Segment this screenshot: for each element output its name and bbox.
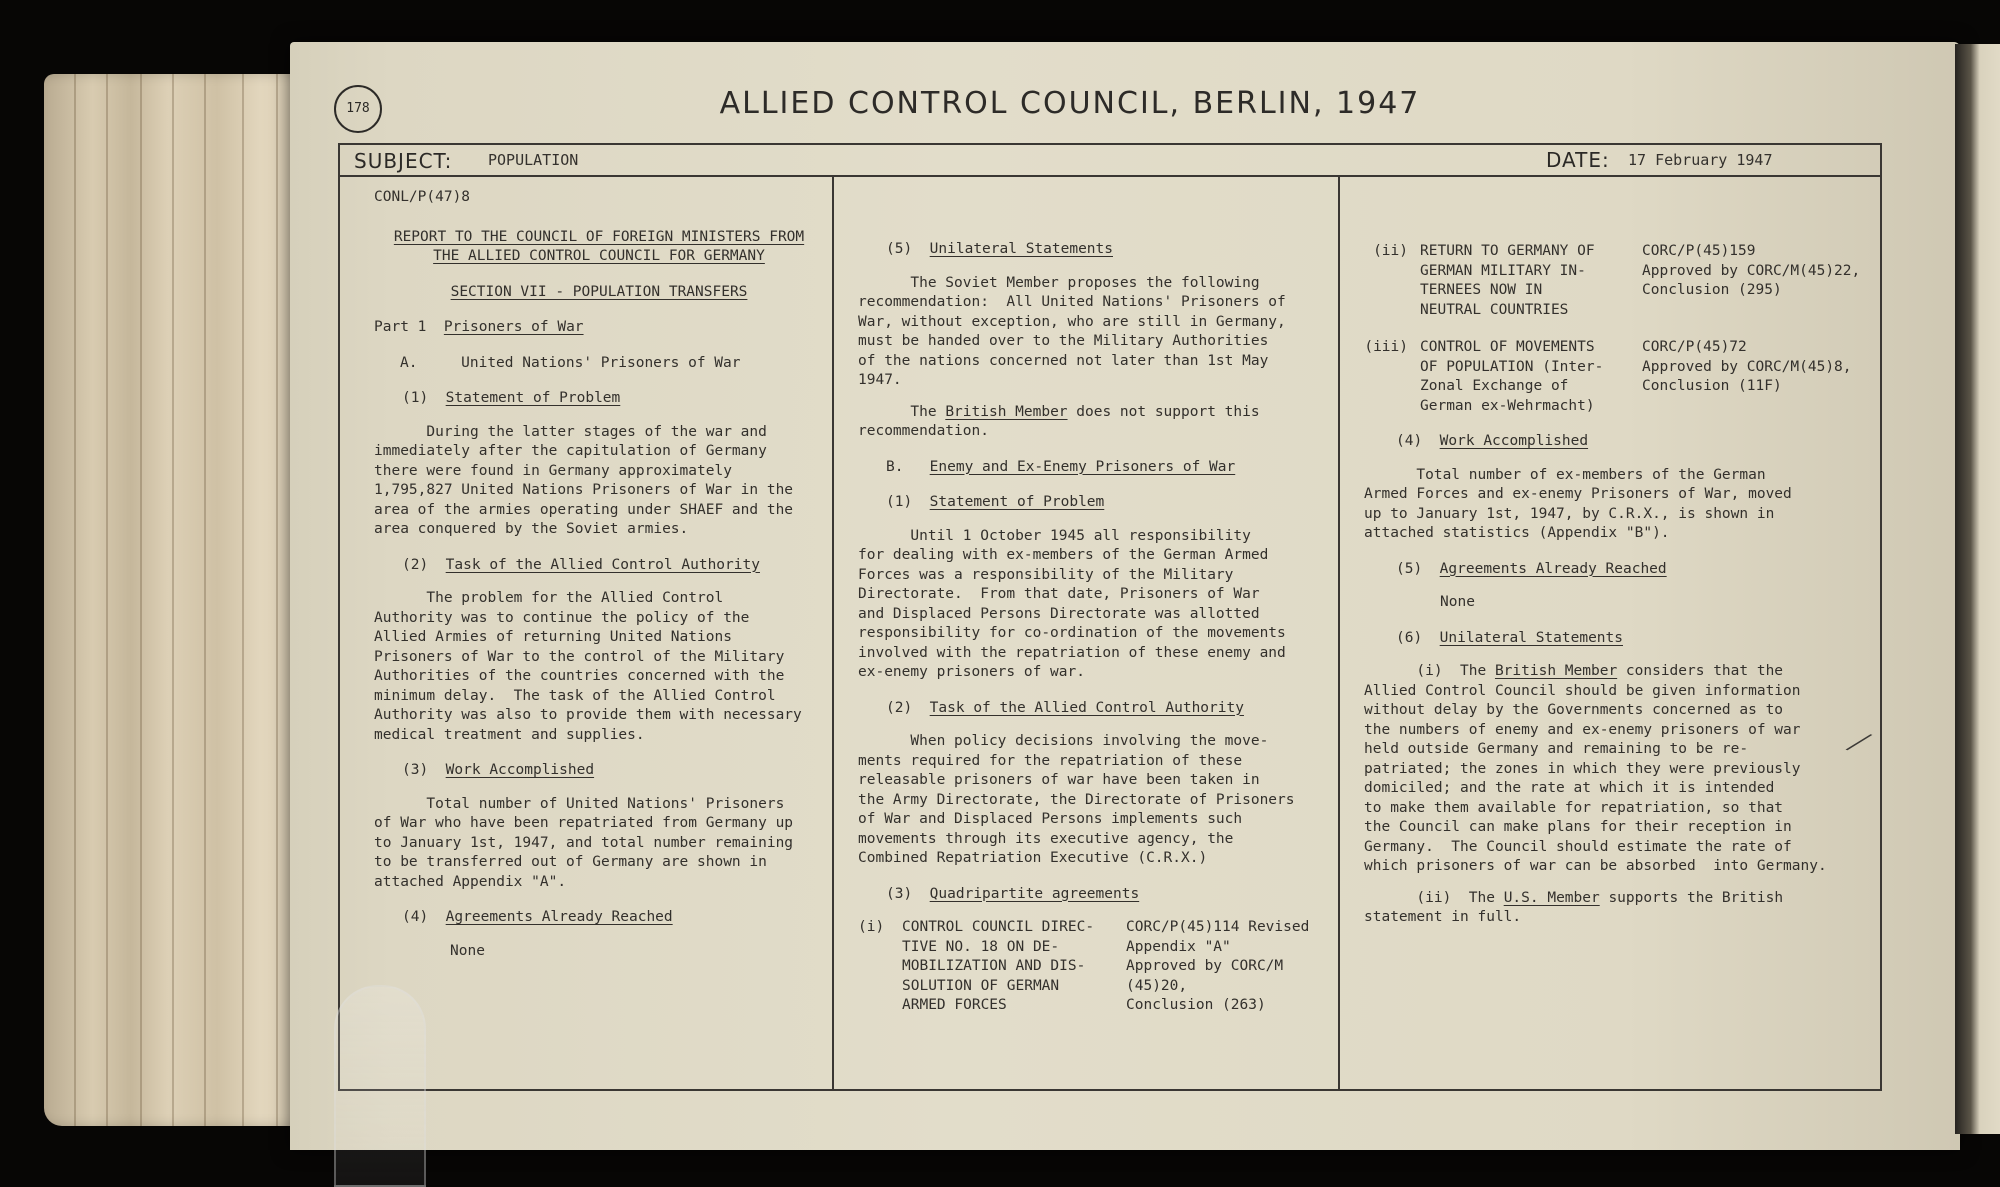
column-1 (374, 188, 824, 961)
heading-4-title: Agreements Already Reached (445, 909, 673, 925)
heading-2-number: (2) (402, 556, 429, 573)
subsection-b-number: B. (886, 458, 904, 475)
paragraph-c4: Total number of ex-members of the German Armed Forces and ex-enemy Prisoners of War, moved up to January 1st, 1947, by C.R.X., is shown in attached statistics (Appendix "B"). (1364, 466, 1792, 541)
heading-1-number: (1) (402, 390, 429, 406)
heading-b2 (858, 699, 1328, 719)
page-title: ALLIED CONTROL COUNCIL, BERLIN, 1947 (719, 86, 1421, 121)
heading-1 (374, 389, 824, 409)
agreement-item-ii (1364, 242, 1874, 320)
heading-2-title: Task of the Allied Control Authority (445, 556, 760, 573)
paragraph-5b-end: does not support this recommendation. (858, 403, 1260, 439)
subsection-a-heading (374, 354, 824, 374)
british-member-label-2: British Member (1494, 663, 1618, 679)
heading-5 (858, 240, 1328, 260)
heading-b2-title: Task of the Allied Control Authority (929, 699, 1244, 716)
heading-4-number: (4) (402, 909, 429, 925)
heading-1-title: Statement of Problem (445, 390, 621, 406)
subject-value: POPULATION (488, 151, 579, 169)
heading-5-title: Unilateral Statements (929, 241, 1113, 257)
item-i-number: (i) (858, 919, 885, 935)
agreement-item-iii (1364, 338, 1874, 416)
paragraph-c6b-end: supports the British statement in full. (1364, 889, 1784, 925)
handwritten-check-mark: ⟋ (1843, 723, 1874, 764)
heading-3-number: (3) (402, 762, 429, 778)
us-member-label: U.S. Member (1503, 889, 1600, 906)
heading-c6-title: Unilateral Statements (1439, 629, 1623, 646)
heading-c5 (1364, 560, 1874, 580)
column-3 (1364, 242, 1874, 928)
heading-c4 (1364, 432, 1874, 452)
heading-c4-number: (4) (1396, 433, 1423, 449)
paragraph-5b-start: The (858, 403, 946, 420)
item-ii-reference: CORC/P(45)159 Approved by CORC/M(45)22, Conclusion (295) (1642, 243, 1861, 298)
paragraph-2: The problem for the Allied Control Authority was to continue the policy of the Allied Armies of returning United Nations Prisoners of War to the control of the Military Authorities of the countries concerned with the minimum delay. The task of the Allied Control Authority was also to provide them with necessary medical treatment and supplies. (374, 590, 802, 743)
heading-4 (374, 908, 824, 928)
heading-2 (374, 556, 824, 576)
heading-b1-title: Statement of Problem (929, 494, 1105, 510)
heading-3-title: Work Accomplished (445, 762, 595, 778)
column-divider-2 (1338, 177, 1340, 1089)
paragraph-c6b-start: (ii) The (1364, 889, 1504, 906)
heading-c6 (1364, 629, 1874, 649)
subsection-a-title: United Nations' Prisoners of War (461, 354, 741, 371)
paragraph-c6a-end: considers that the Allied Control Council should be given information without delay by the Governments concerned as to the numbers of enemy and ex-enemy prisoners of war held outside Germany and remaining to be re- patriated; the zones in which they were previously domiciled; and the rate at which it is intended to make them available for repatriation, so that the Council can make plans for their reception in Germany. The Council should estimate the rate of which prisoners of war can be absorbed into Germany. (1364, 663, 1827, 874)
report-title-line-1: REPORT TO THE COUNCIL OF FOREIGN MINISTERS FROM (393, 228, 805, 245)
column-divider-1 (832, 177, 834, 1089)
heading-b3 (858, 885, 1328, 905)
paragraph-b1: Until 1 October 1945 all responsibility for dealing with ex-members of the German Armed Forces was a responsibility of the Military Directorate. From that date, Prisoners of War and Displaced Persons Directorate was allotted responsibility for co-ordination of the movements involved with the repatriation of these enemy and ex-enemy prisoners of war. (858, 527, 1286, 680)
page-stack-edges (44, 74, 314, 1126)
item-iii-title: CONTROL OF MOVEMENTS OF POPULATION (Inter- Zonal Exchange of German ex-Wehrmacht) (1420, 339, 1604, 414)
item-iii-reference: CORC/P(45)72 Approved by CORC/M(45)8, Conclusion (11F) (1642, 339, 1852, 394)
part-heading (374, 318, 824, 338)
part-number: Part 1 (374, 319, 427, 335)
paragraph-b2: When policy decisions involving the move- ments required for the repatriation of these releasable prisoners of war have been taken in the Army Directorate, the Directorate of Prisoners of War and Displaced Persons implements such movements through its executive agency, the Combined Repatriation Executive (C.R.X.) (858, 733, 1295, 866)
subject-label: SUBJECT: (354, 149, 453, 173)
page-number-circle: 178 (334, 85, 382, 133)
paragraph-4: None (450, 942, 485, 959)
british-member-label: British Member (945, 403, 1068, 420)
heading-b1-number: (1) (886, 494, 913, 510)
document-reference: CONL/P(47)8 (374, 189, 471, 205)
heading-5-number: (5) (886, 241, 913, 257)
agreement-item-i (858, 918, 1328, 1016)
date-value: 17 February 1947 (1628, 151, 1773, 169)
paragraph-c6b (1364, 889, 1874, 928)
paragraph-c5: None (1440, 594, 1475, 610)
subsection-b-heading (858, 458, 1328, 478)
heading-b2-number: (2) (886, 699, 913, 716)
item-i-reference: CORC/P(45)114 Revised Appendix "A" Approved by CORC/M (45)20, Conclusion (263) (1126, 919, 1310, 1013)
paragraph-5a: The Soviet Member proposes the following recommendation: All United Nations' Prisoners of War, without exception, who are still in Germany, must be handed over to the Military Authorities of the nations concerned not later than 1st May 1947. (858, 274, 1286, 388)
heading-b1 (858, 493, 1328, 513)
paragraph-c6a (1364, 662, 1874, 877)
subject-row (338, 143, 1882, 177)
heading-b3-title: Quadripartite agreements (929, 885, 1140, 902)
heading-c4-title: Work Accomplished (1439, 433, 1589, 449)
heading-c5-title: Agreements Already Reached (1439, 560, 1667, 577)
item-iii-number: (iii) (1364, 339, 1408, 355)
part-title: Prisoners of War (443, 319, 584, 335)
heading-b3-number: (3) (886, 885, 913, 902)
section-title: SECTION VII - POPULATION TRANSFERS (450, 283, 748, 300)
item-ii-title: RETURN TO GERMANY OF GERMAN MILITARY IN- TERNEES NOW IN NEUTRAL COUNTRIES (1420, 243, 1595, 318)
report-title-line-2: THE ALLIED CONTROL COUNCIL FOR GERMANY (433, 248, 765, 264)
subsection-b-title: Enemy and Ex-Enemy Prisoners of War (929, 458, 1236, 475)
item-ii-number: (ii) (1373, 243, 1408, 259)
paragraph-c6a-start: (i) The (1364, 663, 1495, 679)
plastic-clip (334, 985, 426, 1187)
facing-page-edge (1955, 44, 2000, 1134)
paragraph-5b (858, 403, 1328, 442)
heading-c6-number: (6) (1396, 629, 1423, 646)
heading-3 (374, 761, 824, 781)
column-2 (858, 240, 1328, 1016)
heading-c5-number: (5) (1396, 560, 1423, 577)
paragraph-1: During the latter stages of the war and immediately after the capitulation of Germany there were found in Germany approximately 1,795,827 United Nations Prisoners of War in the area of the armies operating under SHAEF and the area conquered by the Soviet armies. (374, 423, 794, 537)
date-label: DATE: (1546, 148, 1610, 172)
item-i-title: CONTROL COUNCIL DIREC- TIVE NO. 18 ON DE- MOBILIZATION AND DIS- SOLUTION OF GERMAN ARMED FORCES (902, 919, 1095, 1013)
subsection-a-number: A. (400, 354, 418, 371)
paragraph-3: Total number of United Nations' Prisoners of War who have been repatriated from Germany up to January 1st, 1947, and total number remaining to be transferred out of Germany are shown in attached Appendix "A". (374, 795, 794, 890)
